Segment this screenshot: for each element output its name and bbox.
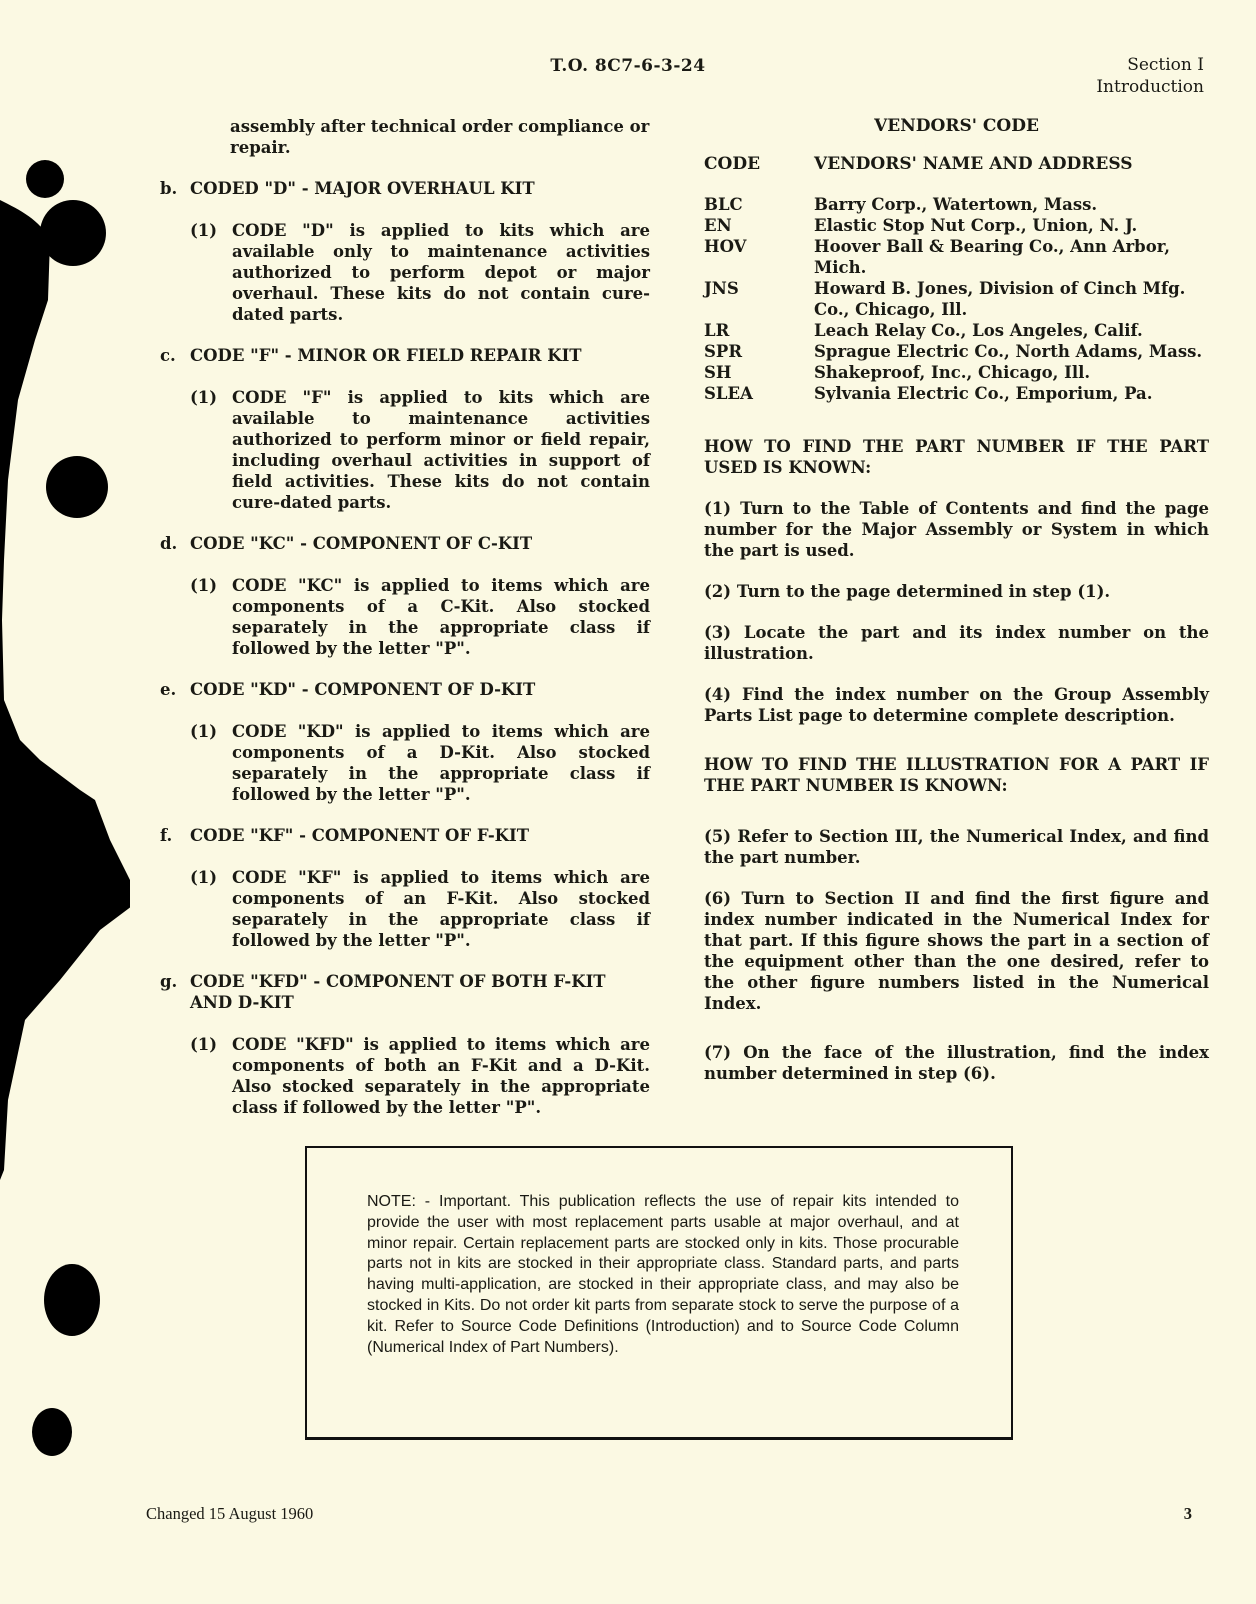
right-column [704, 116, 1209, 1084]
binding-hole [46, 456, 108, 518]
section-title: Introduction [1096, 77, 1204, 97]
code-paragraph [190, 721, 650, 805]
code-paragraph [190, 387, 650, 513]
binding-hole [44, 1264, 100, 1336]
instruction-step: (3) Locate the part and its index number on the illustration. [704, 623, 1209, 663]
vendor-code: SH [704, 363, 732, 382]
vendors-table [704, 194, 1209, 404]
paragraph-text: CODE "D" is applied to kits which are available only to maintenance activities authorized to perform depot or major overhaul. These kits do not contain cure-dated parts. [232, 221, 650, 324]
item-title: CODE "KD" - COMPONENT OF D-KIT [190, 680, 536, 699]
note-text: NOTE: - Important. This publication reflects the use of repair kits intended to provide the user with most replacement parts usable at major overhaul, and at minor repair. Certain replacement parts are stocked only in kits. Those procurable parts not in kits are stocked in their appropriate class. Standard parts, and parts having multi-application, are stocked in their appropriate class, and may also be stocked in Kits. Do not order kit parts from separate stock to serve the purpose of a kit. Refer to Source Code Definitions (Introduction) and to Source Code Column (Numerical Index of Part Numbers). [367, 1193, 959, 1356]
howto-part-number-title: HOW TO FIND THE PART NUMBER IF THE PART USED IS KNOWN: [704, 437, 1209, 477]
paragraph-text: CODE "KC" is applied to items which are components of a C-Kit. Also stocked separately in the appropriate class if followed by the letter "P". [232, 576, 650, 658]
item-title: CODE "KFD" - COMPONENT OF BOTH F-KIT AND D-KIT [190, 972, 606, 1012]
instruction-step: (6) Turn to Section II and find the first figure and index number indicated in the Numerical Index for that part. If this figure shows the part in a section of the equipment other than the one desired, refer to the other figure numbers listed in the Numerical Index. [704, 889, 1209, 1013]
vendor-name: Barry Corp., Watertown, Mass. [814, 195, 1098, 214]
vendor-name: Shakeproof, Inc., Chicago, Ill. [814, 363, 1091, 382]
vendor-name: Sprague Electric Co., North Adams, Mass. [814, 342, 1203, 361]
instruction-step: (2) Turn to the page determined in step (1). [704, 582, 1111, 601]
item-letter: c. [160, 346, 176, 365]
paragraph-number: (1) [190, 868, 218, 887]
item-letter: g. [160, 972, 178, 991]
code-paragraph [190, 575, 650, 659]
code-heading-f [160, 825, 650, 846]
paragraph-text: CODE "KD" is applied to items which are components of a D-Kit. Also stocked separately in the appropriate class if followed by the letter "P". [232, 722, 650, 804]
vendor-code: HOV [704, 237, 747, 256]
vendors-table-header [704, 154, 1209, 174]
code-heading-d [160, 533, 650, 554]
howto-illustration-title: HOW TO FIND THE ILLUSTRATION FOR A PART IF THE PART NUMBER IS KNOWN: [704, 755, 1209, 795]
code-heading-e [160, 679, 650, 700]
table-row [704, 194, 1209, 215]
paragraph-text: CODE "KF" is applied to items which are components of an F-Kit. Also stocked separately in the appropriate class if followed by the letter "P". [232, 868, 650, 950]
item-letter: f. [160, 826, 173, 845]
code-heading-g [160, 971, 650, 1013]
column-header-name: VENDORS' NAME AND ADDRESS [814, 154, 1133, 174]
change-date: Changed 15 August 1960 [146, 1504, 314, 1523]
item-title: CODED "D" - MAJOR OVERHAUL KIT [190, 179, 535, 198]
code-heading-c [160, 345, 650, 366]
paragraph-number: (1) [190, 1035, 218, 1054]
page-number: 3 [1183, 1504, 1192, 1523]
important-note-box [305, 1146, 1013, 1440]
table-row [704, 341, 1209, 362]
code-heading-b [160, 178, 650, 199]
item-letter: d. [160, 534, 178, 553]
table-row [704, 362, 1209, 383]
item-title: CODE "KC" - COMPONENT OF C-KIT [190, 534, 533, 553]
table-row [704, 320, 1209, 341]
vendor-name: Sylvania Electric Co., Emporium, Pa. [814, 384, 1153, 403]
item-letter: b. [160, 179, 178, 198]
table-row [704, 236, 1209, 278]
vendor-name: Hoover Ball & Bearing Co., Ann Arbor, Mich. [814, 237, 1170, 277]
binding-hole [32, 1408, 72, 1456]
paragraph-text: CODE "KFD" is applied to items which are components of both an F-Kit and a D-Kit. Also stocked separately in the appropriate class if followed by the letter "P". [232, 1035, 650, 1117]
binding-hole [40, 200, 106, 266]
technical-order-number: T.O. 8C7-6-3-24 [550, 56, 706, 76]
binding-hole [26, 160, 64, 198]
section-label: Section I [1127, 55, 1204, 75]
instruction-step: (4) Find the index number on the Group Assembly Parts List page to determine complete description. [704, 685, 1209, 725]
table-row [704, 278, 1209, 320]
paragraph-number: (1) [190, 388, 218, 407]
instruction-step: (1) Turn to the Table of Contents and find the page number for the Major Assembly or System in which the part is used. [704, 499, 1209, 560]
paragraph-number: (1) [190, 722, 218, 741]
item-letter: e. [160, 680, 177, 699]
table-row [704, 383, 1209, 404]
vendor-code: LR [704, 321, 730, 340]
paragraph-number: (1) [190, 221, 218, 240]
paragraph-number: (1) [190, 576, 218, 595]
code-paragraph [190, 220, 650, 325]
vendor-code: EN [704, 216, 732, 235]
vendor-code: SPR [704, 342, 743, 361]
vendor-code: SLEA [704, 384, 753, 403]
vendor-name: Leach Relay Co., Los Angeles, Calif. [814, 321, 1143, 340]
code-paragraph [190, 1034, 650, 1118]
instruction-step: (5) Refer to Section III, the Numerical Index, and find the part number. [704, 827, 1209, 867]
paragraph-text: CODE "F" is applied to kits which are available to maintenance activities authorized to perform minor or field repair, including overhaul activities in support of field activities. These kits do not contain cure-dated parts. [232, 388, 650, 512]
table-row [704, 215, 1209, 236]
vendors-code-title: VENDORS' CODE [874, 116, 1039, 136]
vendor-code: JNS [704, 279, 739, 298]
item-title: CODE "F" - MINOR OR FIELD REPAIR KIT [190, 346, 582, 365]
left-column [160, 116, 650, 1118]
section-header [1096, 54, 1204, 98]
instruction-step: (7) On the face of the illustration, find the index number determined in step (6). [704, 1043, 1209, 1083]
code-paragraph [190, 867, 650, 951]
continuation-text: assembly after technical order compliance or repair. [230, 117, 650, 157]
item-title: CODE "KF" - COMPONENT OF F-KIT [190, 826, 530, 845]
vendor-name: Elastic Stop Nut Corp., Union, N. J. [814, 216, 1138, 235]
vendor-code: BLC [704, 195, 743, 214]
vendor-name: Howard B. Jones, Division of Cinch Mfg. Co., Chicago, Ill. [814, 279, 1186, 319]
column-header-code: CODE [704, 154, 761, 174]
